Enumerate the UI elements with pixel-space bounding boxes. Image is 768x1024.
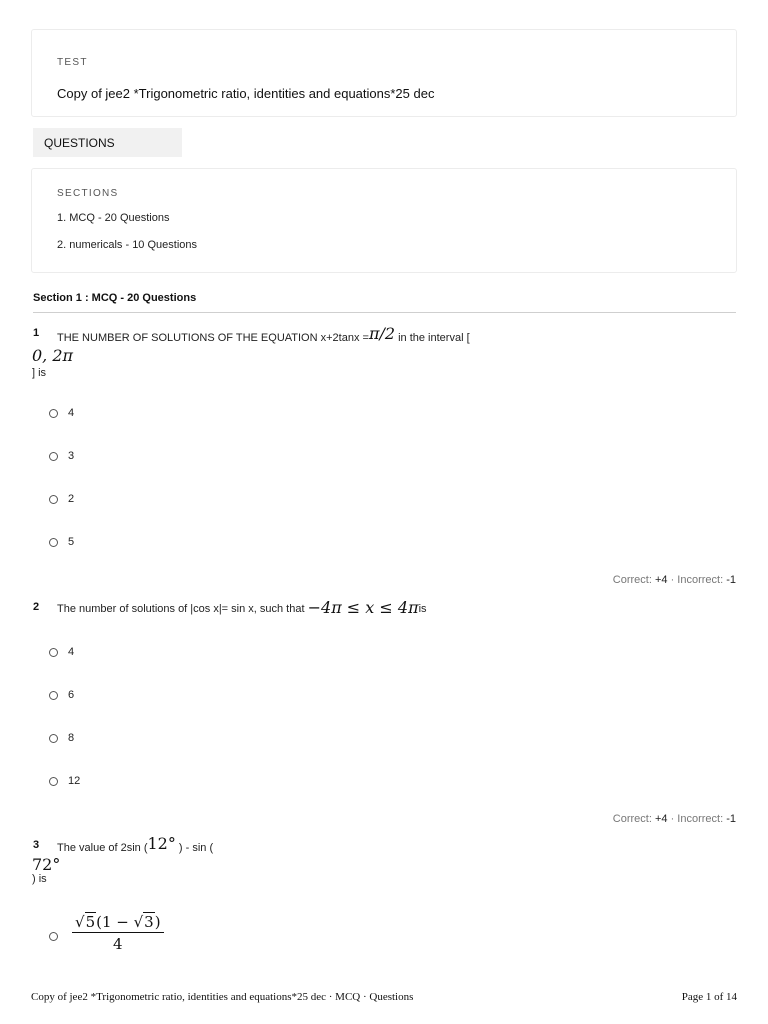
incorrect-value: -1 (726, 574, 736, 586)
test-eyebrow: TEST (57, 57, 88, 68)
question-text-part: ) - sin ( (178, 842, 214, 854)
correct-value: +4 (654, 813, 668, 825)
option-label: 3 (68, 450, 75, 462)
correct-label: Correct: (612, 574, 652, 586)
test-header-card (31, 29, 737, 117)
question-text-part: THE NUMBER OF SOLUTIONS OF THE EQUATION x+2tanx = (57, 332, 369, 344)
answer-option[interactable] (49, 535, 74, 549)
radio-icon[interactable] (49, 932, 58, 941)
answer-option[interactable] (49, 449, 74, 463)
question-text-end: ] is (32, 367, 47, 379)
sqrt-expression: √5 (75, 913, 96, 931)
marking-scheme (613, 813, 736, 825)
marks-separator: · (670, 813, 675, 825)
option-label: 8 (68, 732, 75, 744)
option-fraction (72, 913, 164, 953)
test-title: Copy of jee2 *Trigonometric ratio, identities and equations*25 dec (57, 86, 435, 101)
question-text-part: The value of 2sin ( (57, 842, 148, 854)
radicand: 5 (85, 913, 96, 931)
radio-icon[interactable] (49, 538, 58, 547)
sections-eyebrow: SECTIONS (57, 188, 119, 199)
math-block: 72° (32, 855, 61, 874)
math-block: 0, 2π (32, 346, 74, 365)
answer-option[interactable] (49, 492, 74, 506)
math-inline: π/2 (368, 324, 396, 343)
radio-icon[interactable] (49, 409, 58, 418)
question-number: 1 (33, 327, 40, 339)
section-divider (33, 312, 736, 313)
correct-value: +4 (654, 574, 668, 586)
math-inline: 12° (147, 834, 176, 853)
tab-questions[interactable]: QUESTIONS (33, 128, 182, 157)
question-text (57, 836, 213, 855)
page-number: Page 1 of 14 (681, 991, 737, 1003)
answer-option[interactable] (49, 406, 74, 420)
sqrt-expression: √3 (133, 913, 154, 931)
option-label: 12 (68, 775, 81, 787)
math-inline: −4π ≤ x ≤ 4π (307, 598, 419, 617)
incorrect-label: Incorrect: (677, 574, 724, 586)
incorrect-value: -1 (726, 813, 736, 825)
section-link-numericals[interactable]: 2. numericals - 10 Questions (57, 239, 198, 251)
question-text-part: is (418, 603, 427, 615)
radio-icon[interactable] (49, 452, 58, 461)
question-number: 2 (33, 601, 40, 613)
radicand: 3 (144, 913, 154, 931)
numerator-part: (1 − (96, 913, 134, 931)
option-label: 4 (68, 646, 75, 658)
question-text-end: ) is (32, 873, 47, 885)
question-number: 3 (33, 839, 40, 851)
incorrect-label: Incorrect: (677, 813, 724, 825)
marks-separator: · (670, 574, 675, 586)
answer-option[interactable] (49, 731, 74, 745)
option-label: 6 (68, 689, 75, 701)
footer-title: Copy of jee2 *Trigonometric ratio, identities and equations*25 dec · MCQ · Questions (31, 991, 414, 1003)
fraction-denominator: 4 (113, 935, 123, 953)
section-link-mcq[interactable]: 1. MCQ - 20 Questions (57, 212, 170, 224)
answer-option[interactable] (49, 645, 74, 659)
option-label: 2 (68, 493, 75, 505)
sections-card (31, 168, 737, 273)
answer-option[interactable] (49, 774, 80, 788)
correct-label: Correct: (612, 813, 652, 825)
radio-icon[interactable] (49, 495, 58, 504)
question-text (57, 597, 427, 616)
question-text (57, 326, 470, 345)
radio-icon[interactable] (49, 648, 58, 657)
answer-option[interactable] (49, 929, 58, 943)
option-label: 4 (68, 407, 75, 419)
fraction-numerator (72, 913, 164, 933)
radio-icon[interactable] (49, 777, 58, 786)
question-text-part: The number of solutions of |cos x|= sin x, such that (57, 603, 305, 615)
marking-scheme (613, 574, 736, 586)
option-label: 5 (68, 536, 75, 548)
numerator-part: ) (154, 913, 161, 931)
radio-icon[interactable] (49, 734, 58, 743)
question-text-part: in the interval [ (398, 332, 470, 344)
radio-icon[interactable] (49, 691, 58, 700)
section-heading: Section 1 : MCQ - 20 Questions (33, 292, 197, 304)
answer-option[interactable] (49, 688, 74, 702)
